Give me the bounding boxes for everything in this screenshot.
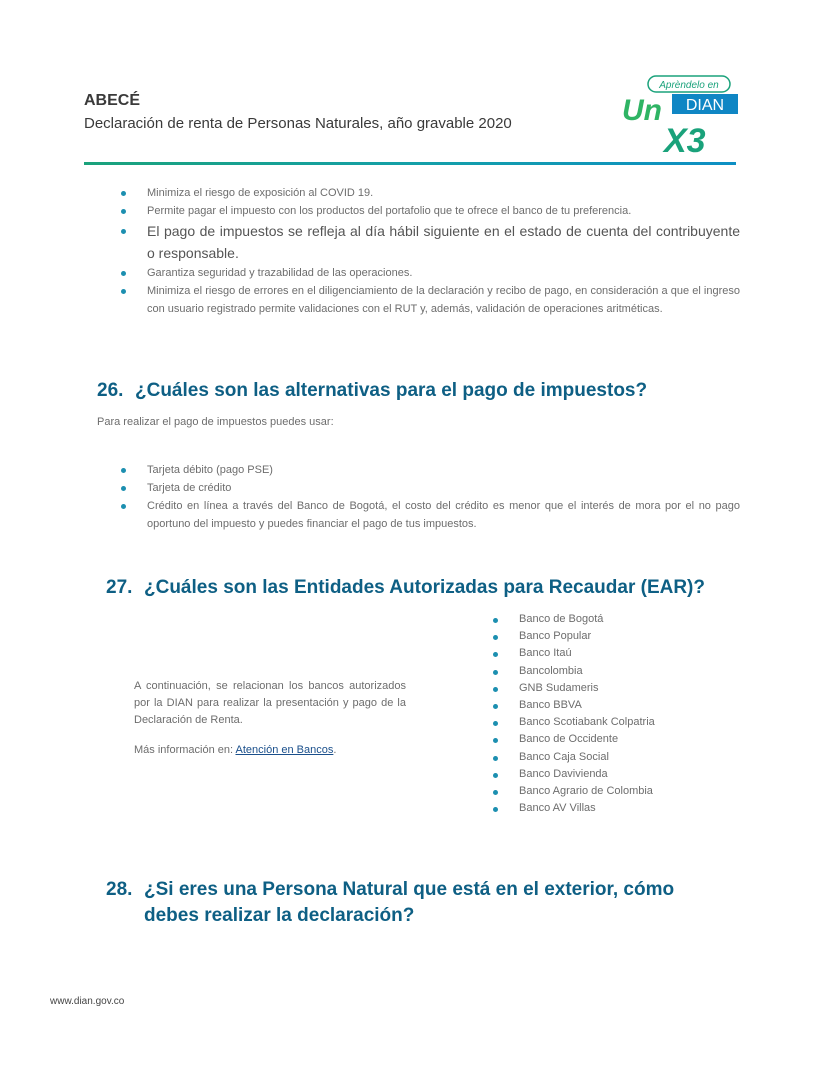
question-28-heading bbox=[106, 877, 674, 929]
list-item: Garantiza seguridad y trazabilidad de las operaciones. bbox=[119, 264, 740, 282]
list-item: Minimiza el riesgo de errores en el diligenciamiento de la declaración y recibo de pago, en consideración a que el ingreso con usuario registrado permite validaciones con el RUT y, además, validación de operaciones aritméticas. bbox=[119, 282, 740, 318]
list-item: El pago de impuestos se refleja al día hábil siguiente en el estado de cuenta del contribuyente o responsable. bbox=[119, 220, 740, 264]
logo-tag: Aprèndelo en bbox=[659, 80, 719, 91]
atencion-bancos-link[interactable]: Atención en Bancos bbox=[235, 744, 334, 756]
more-info-label: Más información en: bbox=[134, 744, 236, 756]
list-item: Tarjeta de crédito bbox=[119, 479, 740, 497]
banks-list bbox=[491, 611, 721, 817]
question-26-heading bbox=[97, 380, 647, 402]
list-item: Banco Agrario de Colombia bbox=[491, 783, 721, 800]
list-item: Tarjeta débito (pago PSE) bbox=[119, 461, 740, 479]
list-item: Banco Caja Social bbox=[491, 749, 721, 766]
list-item: Banco Davivienda bbox=[491, 766, 721, 783]
ear-description: A continuación, se relacionan los bancos autorizados por la DIAN para realizar la presentación y pago de la Declaración de Renta. bbox=[134, 680, 406, 726]
list-item: Banco de Bogotá bbox=[491, 611, 721, 628]
question-title-line-2: debes realizar la declaración? bbox=[144, 905, 415, 926]
list-item: Banco BBVA bbox=[491, 697, 721, 714]
list-item: Banco de Occidente bbox=[491, 731, 721, 748]
question-title-line-1: ¿Si eres una Persona Natural que está en el exterior, cómo bbox=[144, 879, 675, 900]
payment-intro: Para realizar el pago de impuestos puedes usar: bbox=[97, 416, 334, 428]
list-item: Banco Scotiabank Colpatria bbox=[491, 714, 721, 731]
dian-logo bbox=[620, 74, 745, 156]
list-item: GNB Sudameris bbox=[491, 680, 721, 697]
list-item: Banco AV Villas bbox=[491, 800, 721, 817]
question-number: 26. bbox=[97, 380, 124, 401]
list-item: Permite pagar el impuesto con los productos del portafolio que te ofrece el banco de tu preferencia. bbox=[119, 202, 740, 220]
benefits-list bbox=[119, 184, 740, 318]
logo-brand: DIAN bbox=[685, 97, 725, 114]
more-info-suffix: . bbox=[333, 744, 337, 756]
document-title: ABECÉ bbox=[84, 92, 141, 109]
logo-mult: X3 bbox=[664, 122, 706, 156]
question-27-heading bbox=[106, 577, 705, 599]
list-item: Banco Itaú bbox=[491, 645, 721, 662]
header-divider bbox=[84, 162, 736, 165]
footer-url: www.dian.gov.co bbox=[50, 996, 125, 1007]
list-item: Crédito en línea a través del Banco de Bogotá, el costo del crédito es menor que el interés de mora por el no pago oportuno del impuesto y puedes financiar el pago de tus impuestos. bbox=[119, 497, 740, 533]
more-info bbox=[134, 744, 336, 756]
document-subtitle: Declaración de renta de Personas Naturales, año gravable 2020 bbox=[84, 115, 512, 132]
payment-options-list bbox=[119, 461, 740, 533]
question-number: 27. bbox=[106, 577, 133, 598]
question-number: 28. bbox=[106, 879, 133, 900]
list-item: Minimiza el riesgo de exposición al COVID 19. bbox=[119, 184, 740, 202]
question-title: ¿Cuáles son las alternativas para el pago de impuestos? bbox=[135, 380, 648, 401]
list-item: Banco Popular bbox=[491, 628, 721, 645]
list-item: Bancolombia bbox=[491, 663, 721, 680]
logo-main: Un bbox=[622, 94, 662, 127]
question-title: ¿Cuáles son las Entidades Autorizadas para Recaudar (EAR)? bbox=[144, 577, 705, 598]
